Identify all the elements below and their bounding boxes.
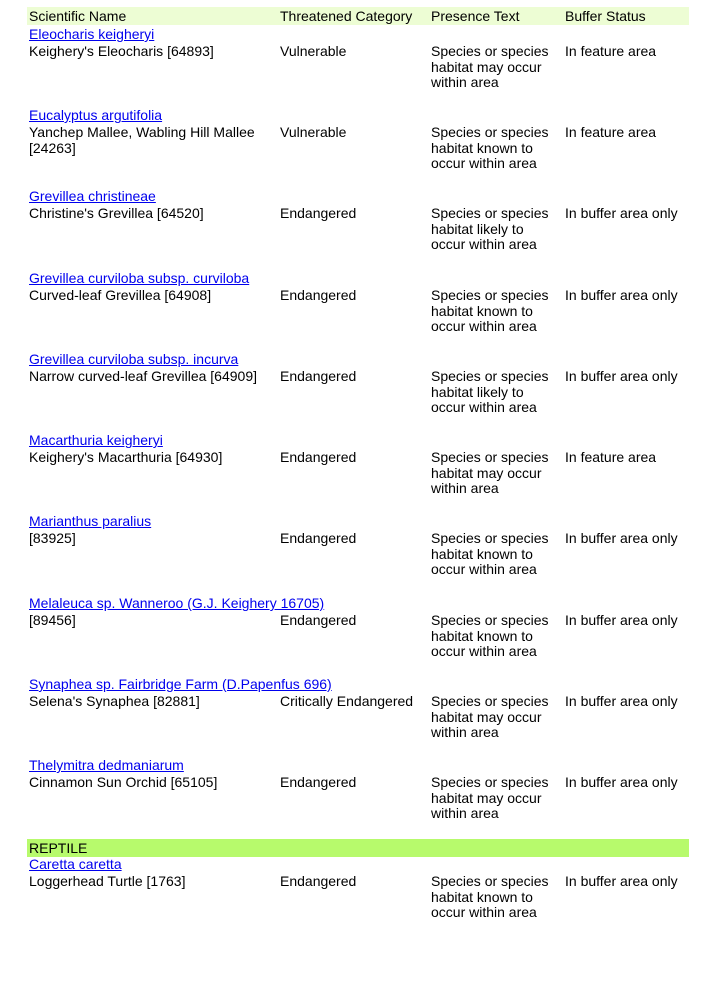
presence-text: Species or species habitat may occur within area — [431, 43, 549, 91]
common-name: Cinnamon Sun Orchid [65105] — [29, 774, 218, 790]
threatened-category: Endangered — [280, 530, 357, 546]
species-link[interactable]: Grevillea christineae — [29, 188, 156, 204]
presence-text: Species or species habitat known to occur within area — [431, 873, 549, 921]
common-name: Yanchep Mallee, Wabling Hill Mallee [24263] — [29, 124, 255, 156]
presence-text: Species or species habitat known to occur within area — [431, 124, 549, 172]
buffer-status: In buffer area only — [565, 693, 678, 709]
buffer-status: In buffer area only — [565, 774, 678, 790]
presence-text: Species or species habitat known to occur within area — [431, 530, 549, 578]
section-label: REPTILE — [29, 840, 88, 856]
table-header — [27, 7, 689, 25]
section-header-reptile — [27, 839, 689, 857]
header-buffer-status: Buffer Status — [565, 8, 646, 24]
common-name: [89456] — [29, 612, 76, 628]
presence-text: Species or species habitat known to occur within area — [431, 287, 549, 335]
header-scientific-name: Scientific Name — [29, 8, 127, 24]
threatened-category: Endangered — [280, 449, 357, 465]
species-link[interactable]: Caretta caretta — [29, 856, 122, 872]
threatened-category: Endangered — [280, 612, 357, 628]
threatened-category: Endangered — [280, 205, 357, 221]
common-name: Curved-leaf Grevillea [64908] — [29, 287, 212, 303]
common-name: Selena's Synaphea [82881] — [29, 693, 200, 709]
common-name: Keighery's Macarthuria [64930] — [29, 449, 223, 465]
species-link[interactable]: Synaphea sp. Fairbridge Farm (D.Papenfus 696) — [29, 676, 332, 692]
buffer-status: In buffer area only — [565, 612, 678, 628]
threatened-category: Endangered — [280, 368, 357, 384]
common-name: Keighery's Eleocharis [64893] — [29, 43, 214, 59]
common-name: Christine's Grevillea [64520] — [29, 205, 204, 221]
buffer-status: In buffer area only — [565, 205, 678, 221]
presence-text: Species or species habitat may occur within area — [431, 774, 549, 822]
buffer-status: In feature area — [565, 449, 657, 465]
presence-text: Species or species habitat likely to occur within area — [431, 205, 549, 253]
common-name: [83925] — [29, 530, 76, 546]
buffer-status: In feature area — [565, 124, 657, 140]
threatened-category: Endangered — [280, 287, 357, 303]
presence-text: Species or species habitat likely to occur within area — [431, 368, 549, 416]
species-link[interactable]: Eucalyptus argutifolia — [29, 107, 163, 123]
species-link[interactable]: Macarthuria keigheryi — [29, 432, 163, 448]
threatened-category: Endangered — [280, 873, 357, 889]
threatened-category: Vulnerable — [280, 43, 347, 59]
buffer-status: In buffer area only — [565, 873, 678, 889]
buffer-status: In buffer area only — [565, 530, 678, 546]
header-presence-text: Presence Text — [431, 8, 520, 24]
species-link[interactable]: Grevillea curviloba subsp. incurva — [29, 351, 239, 367]
presence-text: Species or species habitat known to occur within area — [431, 612, 549, 660]
threatened-category: Critically Endangered — [280, 693, 414, 709]
threatened-category: Endangered — [280, 774, 357, 790]
presence-text: Species or species habitat may occur within area — [431, 449, 549, 497]
buffer-status: In feature area — [565, 43, 657, 59]
threatened-category: Vulnerable — [280, 124, 347, 140]
buffer-status: In buffer area only — [565, 287, 678, 303]
buffer-status: In buffer area only — [565, 368, 678, 384]
species-link[interactable]: Thelymitra dedmaniarum — [29, 757, 184, 773]
species-link[interactable]: Melaleuca sp. Wanneroo (G.J. Keighery 16705) — [29, 595, 325, 611]
common-name: Loggerhead Turtle [1763] — [29, 873, 186, 889]
species-link[interactable]: Marianthus paralius — [29, 513, 152, 529]
header-threatened-category: Threatened Category — [280, 8, 413, 24]
common-name: Narrow curved-leaf Grevillea [64909] — [29, 368, 257, 384]
species-link[interactable]: Eleocharis keigheryi — [29, 26, 155, 42]
species-link[interactable]: Grevillea curviloba subsp. curviloba — [29, 270, 250, 286]
presence-text: Species or species habitat may occur within area — [431, 693, 549, 741]
